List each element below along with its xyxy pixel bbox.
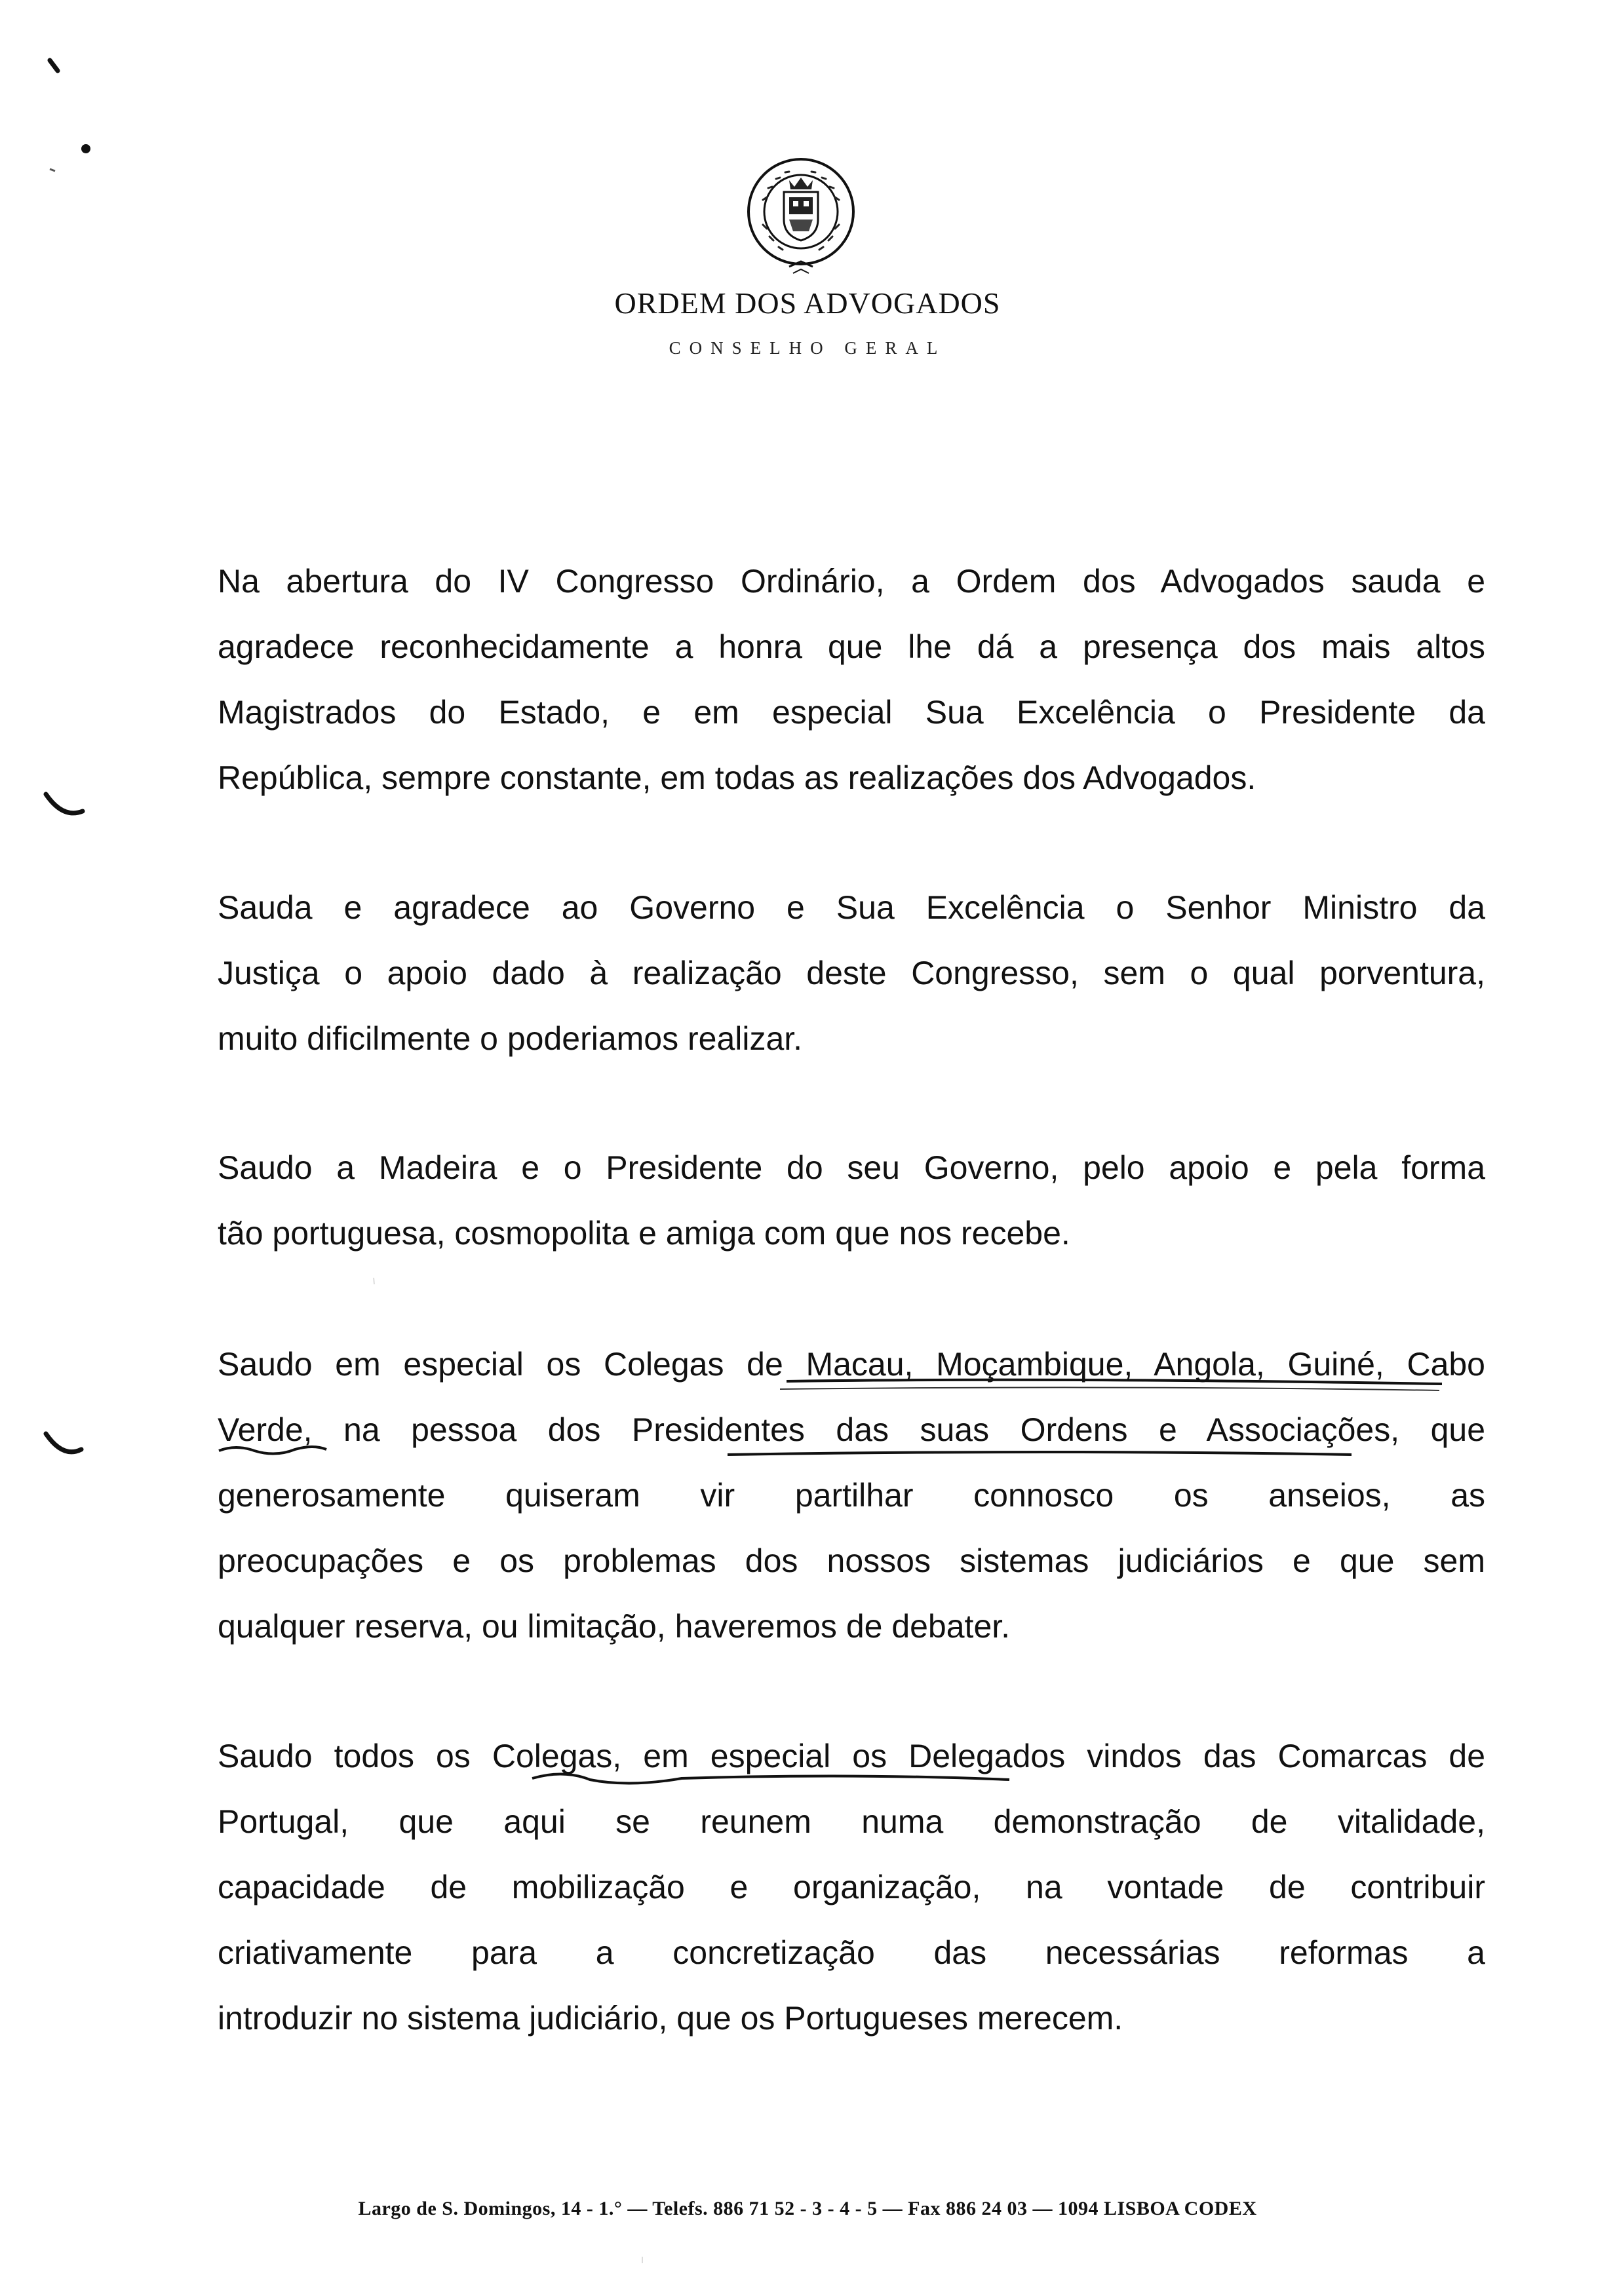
text-line: República, sempre constante, em todas as realizações dos Advogados.	[218, 759, 1256, 796]
paragraph-2	[218, 875, 1485, 1071]
text-line: introduzir no sistema judiciário, que os Portugueses merecem.	[218, 2000, 1123, 2037]
text-line: Magistrados do Estado, e em especial Sua Excelência o Presidente da	[218, 694, 1485, 731]
text-line: Justiça o apoio dado à realização deste Congresso, sem o qual porventura,	[218, 955, 1485, 991]
text-line: Saudo a Madeira e o Presidente do seu Governo, pelo apoio e pela forma	[218, 1149, 1485, 1186]
scan-speck	[81, 144, 90, 153]
margin-check-mark	[46, 1434, 81, 1452]
organization-name: ORDEM DOS ADVOGADOS	[614, 286, 1001, 320]
paragraph-4	[218, 1331, 1485, 1659]
text-line: Saudo em especial os Colegas de Macau, Moçambique, Angola, Guiné, Cabo	[218, 1346, 1485, 1383]
paragraph-3	[218, 1135, 1485, 1266]
text-line: generosamente quiseram vir partilhar connosco os anseios, as	[218, 1477, 1485, 1514]
paragraph-5	[218, 1723, 1485, 2051]
footer-address: Largo de S. Domingos, 14 - 1.° — Telefs. 886 71 52 - 3 - 4 - 5 — Fax 886 24 03 — 1094 LISBOA CODEX	[358, 2198, 1257, 2219]
department-name: CONSELHO GERAL	[669, 338, 946, 358]
scan-speck	[50, 60, 58, 71]
text-line: tão portuguesa, cosmopolita e amiga com que nos recebe.	[218, 1215, 1070, 1252]
text-line: agradece reconhecidamente a honra que lhe dá a presença dos mais altos	[218, 628, 1485, 665]
text-line: Saudo todos os Colegas, em especial os Delegados vindos das Comarcas de	[218, 1738, 1485, 1774]
text-line: Verde, na pessoa dos Presidentes das suas Ordens e Associações, que	[218, 1411, 1485, 1448]
text-line: Portugal, que aqui se reunem numa demonstração de vitalidade,	[218, 1803, 1485, 1840]
text-line: muito dificilmente o poderiamos realizar.	[218, 1020, 803, 1057]
text-line: qualquer reserva, ou limitação, haveremos de debater.	[218, 1608, 1011, 1645]
ordem-seal-logo	[743, 154, 859, 278]
text-line: Na abertura do IV Congresso Ordinário, a Ordem dos Advogados sauda e	[218, 563, 1485, 600]
text-line: capacidade de mobilização e organização, na vontade de contribuir	[218, 1869, 1485, 1905]
margin-check-mark	[46, 794, 83, 813]
text-line: Sauda e agradece ao Governo e Sua Excelência o Senhor Ministro da	[218, 889, 1485, 926]
text-line: preocupações e os problemas dos nossos sistemas judiciários e que sem	[218, 1542, 1485, 1579]
scan-speck	[50, 169, 55, 171]
text-line: criativamente para a concretização das necessárias reformas a	[218, 1934, 1485, 1971]
paragraph-1	[218, 548, 1485, 811]
